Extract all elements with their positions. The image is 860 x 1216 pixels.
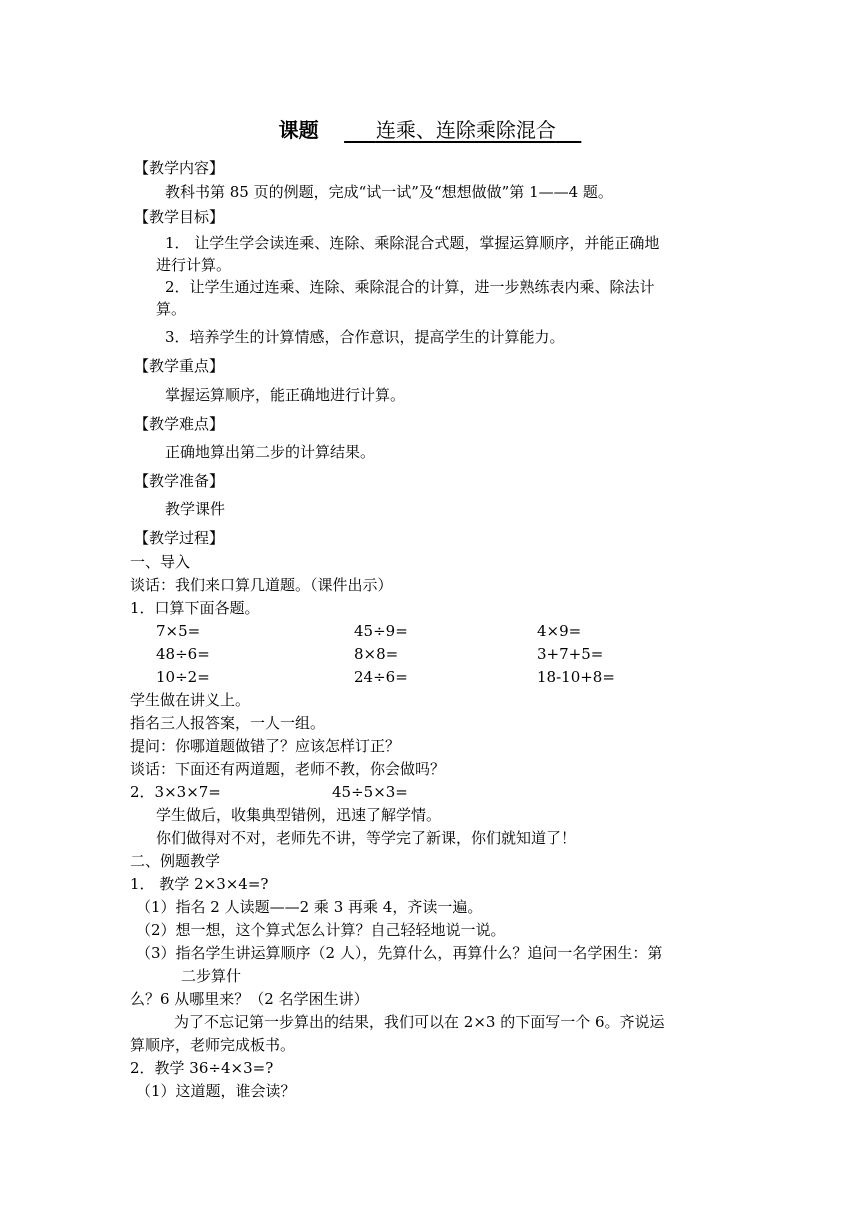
oral-r1-c3: 4×9= [537, 622, 582, 640]
oral-r1-c2: 45÷9= [354, 622, 408, 640]
section-heading-difficulty: 【教学难点】 [134, 415, 225, 433]
goal-item-2: 2．让学生通过连乘、连除、乘除混合的计算，进一步熟练表内乘、除法计 [165, 278, 655, 296]
part1-q1: 1．口算下面各题。 [130, 599, 260, 617]
example1-title: 1． 教学 2×3×4=? [130, 875, 269, 893]
title-topic [344, 118, 581, 142]
prep-text: 教学课件 [165, 500, 226, 518]
goal-item-1-cont: 进行计算。 [156, 256, 232, 274]
part1-line5: 学生做后，收集典型错例，迅速了解学情。 [156, 806, 442, 824]
title-label: 课题 [278, 118, 319, 142]
difficulty-text: 正确地算出第二步的计算结果。 [165, 443, 376, 461]
part1-q2b: 45÷5×3= [332, 783, 408, 801]
part1-line4: 谈话：下面还有两道题，老师不教，你会做吗？ [130, 760, 446, 778]
example1-step2: （2）想一想，这个算式怎么计算？自己轻轻地说一说。 [136, 921, 506, 939]
content-text: 教科书第 85 页的例题，完成“试一试”及“想想做做”第 1——4 题。 [165, 183, 613, 201]
section-heading-key: 【教学重点】 [134, 357, 225, 375]
example2-title: 2．教学 36÷4×3=? [130, 1059, 274, 1077]
part1-line1: 学生做在讲义上。 [130, 691, 251, 709]
goal-item-2-cont: 算。 [156, 300, 187, 318]
example1-step3-cont2: 么？6 从哪里来？（2 名学困生讲） [130, 990, 369, 1008]
oral-r2-c2: 8×8= [354, 645, 399, 663]
example1-note-cont: 算顺序，老师完成板书。 [130, 1036, 296, 1054]
section-heading-goals: 【教学目标】 [134, 208, 225, 226]
example1-step3-cont: 二步算什 [181, 967, 242, 985]
part1-heading: 一、导入 [130, 553, 191, 571]
example1-step3: （3）指名学生讲运算顺序（2 人），先算什么，再算什么？追问一名学困生：第 [136, 944, 663, 962]
title-topic-text: 连乘、连除乘除混合 [375, 118, 556, 142]
example1-step1: （1）指名 2 人读题——2 乘 3 再乘 4，齐读一遍。 [136, 898, 483, 916]
page-title [0, 117, 860, 143]
oral-r2-c1: 48÷6= [156, 645, 210, 663]
oral-r3-c3: 18-10+8= [537, 668, 615, 686]
example1-note: 为了不忘记第一步算出的结果，我们可以在 2×3 的下面写一个 6。齐说运 [174, 1013, 665, 1031]
example2-step1: （1）这道题，谁会读？ [136, 1082, 296, 1100]
section-heading-content: 【教学内容】 [134, 159, 225, 177]
oral-r1-c1: 7×5= [156, 622, 201, 640]
section-heading-process: 【教学过程】 [134, 529, 225, 547]
part1-line6: 你们做得对不对，老师先不讲，等学完了新课，你们就知道了！ [156, 829, 577, 847]
oral-r2-c3: 3+7+5= [537, 645, 604, 663]
oral-r3-c1: 10÷2= [156, 668, 210, 686]
part1-line2: 指名三人报答案，一人一组。 [130, 714, 326, 732]
part1-talk: 谈话：我们来口算几道题。（课件出示） [130, 576, 393, 594]
goal-item-3: 3．培养学生的计算情感，合作意识，提高学生的计算能力。 [165, 328, 565, 346]
part1-line3: 提问：你哪道题做错了？应该怎样订正？ [130, 737, 401, 755]
part2-heading: 二、例题教学 [130, 852, 221, 870]
key-text: 掌握运算顺序，能正确地进行计算。 [165, 386, 406, 404]
oral-r3-c2: 24÷6= [354, 668, 408, 686]
section-heading-prep: 【教学准备】 [134, 472, 225, 490]
part1-q2: 2．3×3×7= [130, 783, 221, 801]
goal-item-1: 1． 让学生学会读连乘、连除、乘除混合式题，掌握运算顺序，并能正确地 [165, 234, 660, 252]
